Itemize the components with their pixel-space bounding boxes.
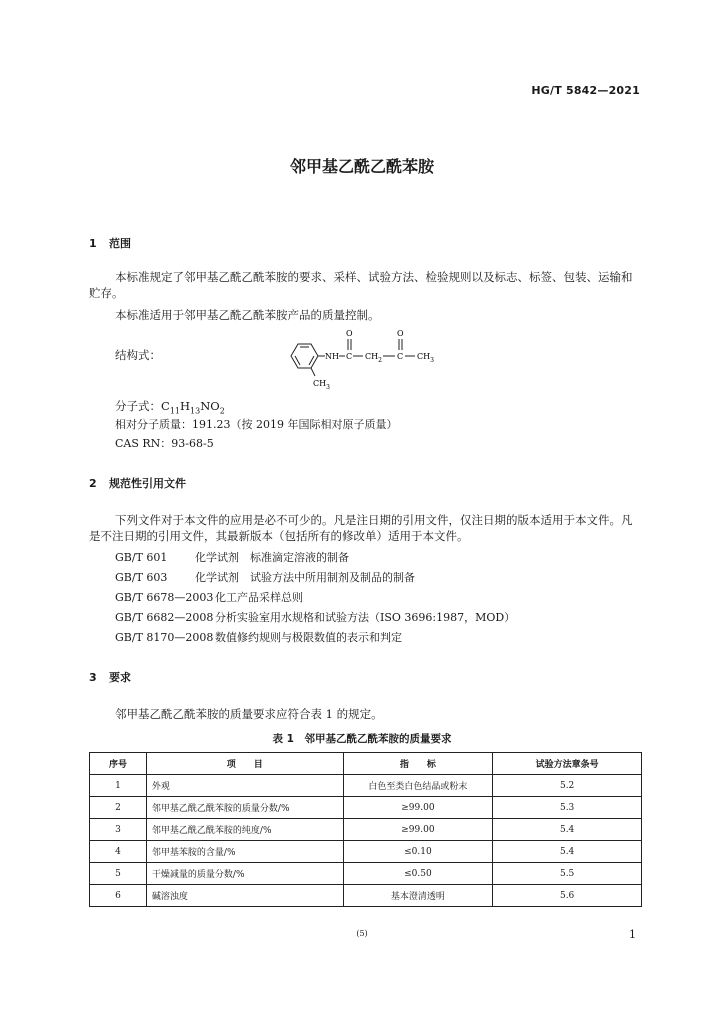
reference-item: GB/T 6678—2003 化工产品采样总则 — [115, 591, 303, 604]
table-cell: 5.4 — [493, 841, 642, 863]
table-cell: 基本澄清透明 — [343, 885, 493, 907]
footer-sequence: (5) — [356, 929, 368, 938]
table-cell: 碱溶浊度 — [146, 885, 343, 907]
table-row — [90, 885, 642, 907]
table-cell: 5.5 — [493, 863, 642, 885]
table-cell: 邻甲基乙酰乙酰苯胺的质量分数/% — [146, 797, 343, 819]
reference-item: GB/T 8170—2008 数值修约规则与极限数值的表示和判定 — [115, 631, 402, 644]
molecular-formula: 分子式：$C_{11}H_{13}NO_2$ — [115, 399, 225, 416]
table-cell: 5 — [90, 863, 147, 885]
table-cell: 6 — [90, 885, 147, 907]
table-row — [90, 775, 642, 797]
quality-requirements-table — [89, 752, 642, 907]
table-cell: 5.3 — [493, 797, 642, 819]
table-row — [90, 863, 642, 885]
ch3-methyl: $CH_3$ — [313, 379, 330, 389]
references-intro: 下列文件对于本文件的应用是必不可少的。凡是注日期的引用文件，仅注日期的版本适用于本文件。凡是不注日期的引用文件，其最新版本（包括所有的修改单）适用于本文件。 — [89, 513, 633, 543]
carbon-2: C — [397, 352, 404, 361]
table-row — [90, 841, 642, 863]
table-cell: 4 — [90, 841, 147, 863]
section-1-heading — [89, 235, 131, 251]
scope-paragraph: 本标准规定了邻甲基乙酰乙酰苯胺的要求、采样、试验方法、检验规则以及标志、标签、包装、运输和贮存。 — [89, 270, 633, 300]
header-cell: 序号 — [90, 753, 147, 775]
header-cell: 试验方法章条号 — [493, 753, 642, 775]
table-cell: 干燥减量的质量分数/% — [146, 863, 343, 885]
table-cell: 邻甲基乙酰乙酰苯胺的纯度/% — [146, 819, 343, 841]
oxygen-2: O — [397, 329, 404, 338]
table-cell: 5.6 — [493, 885, 642, 907]
structural-formula — [285, 329, 475, 393]
structure-label: 结构式： — [115, 348, 161, 362]
reference-item: GB/T 6682—2008 分析实验室用水规格和试验方法（ISO 3696:1987，MOD） — [115, 611, 516, 624]
section-3-heading: 3 要求 — [89, 671, 131, 684]
table-row — [90, 797, 642, 819]
table-cell: 1 — [90, 775, 147, 797]
ch2-group: $CH_2$ — [365, 352, 382, 364]
table-cell: ≥99.00 — [343, 797, 493, 819]
document-title: 邻甲基乙酰乙酰苯胺 — [289, 157, 434, 176]
table-cell: ≤0.10 — [343, 841, 493, 863]
table-row — [90, 819, 642, 841]
reference-item: GB/T 601 化学试剂 标准滴定溶液的制备 — [115, 551, 349, 564]
table-cell: 外观 — [146, 775, 343, 797]
requirements-intro: 邻甲基乙酰乙酰苯胺的质量要求应符合表 1 的规定。 — [115, 707, 383, 721]
molar-mass: 相对分子质量：191.23（按 2019 年国际相对原子质量） — [115, 418, 398, 431]
table-caption: 表 1 邻甲基乙酰乙酰苯胺的质量要求 — [272, 733, 452, 745]
reference-item: GB/T 603 化学试剂 试验方法中所用制剂及制品的制备 — [115, 571, 415, 584]
section-2-heading: 2 规范性引用文件 — [89, 477, 186, 490]
table-cell: 5.4 — [493, 819, 642, 841]
nh-label: NH — [325, 352, 339, 361]
table-cell: ≤0.50 — [343, 863, 493, 885]
standard-code: HG/T 5842—2021 — [531, 84, 640, 97]
ch3-terminal: $CH_3$ — [417, 352, 434, 364]
section-number: 1 — [89, 237, 97, 250]
table-cell: 2 — [90, 797, 147, 819]
applicability-paragraph: 本标准适用于邻甲基乙酰乙酰苯胺产品的质量控制。 — [115, 308, 380, 322]
table-cell: 邻甲基苯胺的含量/% — [146, 841, 343, 863]
table-cell: 5.2 — [493, 775, 642, 797]
table-cell: ≥99.00 — [343, 819, 493, 841]
table-cell: 白色至类白色结晶或粉末 — [343, 775, 493, 797]
header-cell: 项 目 — [146, 753, 343, 775]
table-header-row — [90, 753, 642, 775]
header-cell: 指 标 — [343, 753, 493, 775]
page-number: 1 — [629, 928, 636, 941]
oxygen-1: O — [346, 329, 353, 338]
carbon-1: C — [346, 352, 353, 361]
formula-label: 分子式： — [115, 399, 161, 413]
section-title: 范围 — [109, 237, 131, 250]
cas-number: CAS RN：93-68-5 — [115, 437, 214, 450]
benzene-ring — [291, 344, 325, 376]
table-cell: 3 — [90, 819, 147, 841]
